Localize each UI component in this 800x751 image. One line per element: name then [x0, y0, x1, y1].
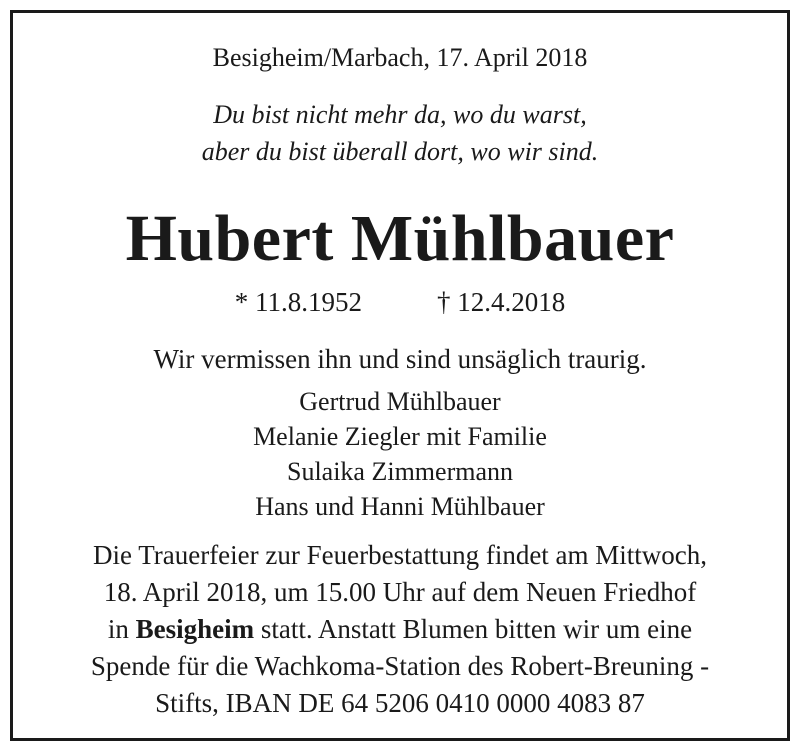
death-date: † 12.4.2018: [437, 287, 566, 317]
service-line-3: [13, 611, 787, 647]
mourner-name: Hans und Hanni Mühlbauer: [255, 492, 545, 521]
place-date: Besigheim/Marbach, 17. April 2018: [212, 43, 588, 72]
life-dates: [13, 285, 787, 319]
service-line-1: Die Trauerfeier zur Feuerbestattung findet am Mittwoch,: [92, 540, 708, 570]
service-line-5: Stifts, IBAN DE 64 5206 0410 0000 4083 87: [155, 688, 645, 718]
verse-line-2: aber du bist überall dort, wo wir sind.: [201, 137, 599, 166]
birth-date: * 11.8.1952: [234, 287, 362, 317]
service-location: Besigheim: [135, 614, 255, 644]
deceased-name: Hubert Mühlbauer: [125, 202, 675, 275]
mourner-name: Sulaika Zimmermann: [286, 457, 513, 486]
mourner-name: Melanie Ziegler mit Familie: [253, 422, 547, 451]
service-line-3-suffix: statt. Anstatt Blumen bitten wir um eine: [254, 614, 693, 644]
service-line-2: 18. April 2018, um 15.00 Uhr auf dem Neuen Friedhof: [103, 577, 697, 607]
service-line-4: Spende für die Wachkoma-Station des Robert-Breuning -: [90, 651, 710, 681]
mourning-text: Wir vermissen ihn und sind unsäglich traurig.: [153, 344, 647, 374]
mourner-name: Gertrud Mühlbauer: [299, 387, 501, 416]
verse-line-1: Du bist nicht mehr da, wo du warst,: [213, 100, 587, 129]
service-line-3-prefix: in: [107, 614, 136, 644]
obituary-notice: [10, 10, 790, 741]
